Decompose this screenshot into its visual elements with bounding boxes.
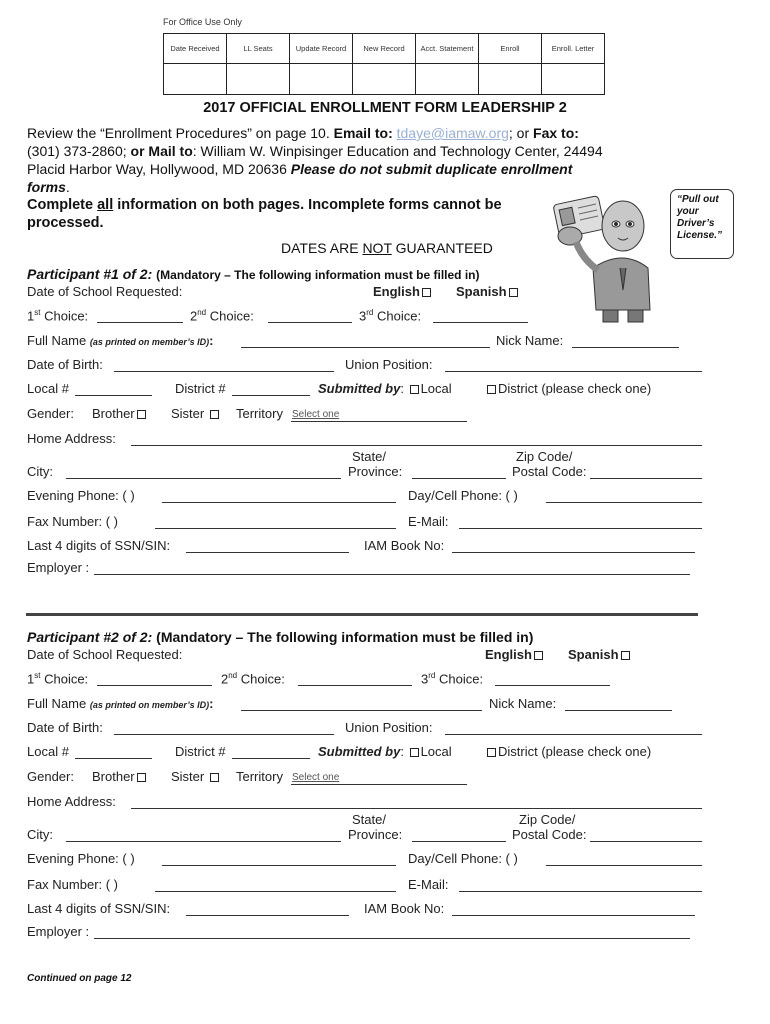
city-field[interactable] — [66, 478, 341, 479]
office-cell[interactable] — [416, 64, 479, 95]
zip-label: Zip Code/ — [519, 812, 576, 827]
employer-label: Employer : — [27, 560, 90, 575]
full-name-field[interactable] — [241, 347, 490, 348]
intro-line-1 — [27, 125, 579, 141]
brother-option: Brother — [92, 769, 148, 784]
daycell-phone-field[interactable] — [546, 865, 702, 866]
home-address-label: Home Address: — [27, 794, 116, 809]
province-label: Province: — [348, 464, 403, 479]
participant-1-title: Participant #1 of 2: — [27, 266, 153, 282]
choice-2-field[interactable] — [298, 685, 412, 686]
office-col-enroll-letter: Enroll. Letter — [542, 34, 605, 64]
office-col-update-record: Update Record — [290, 34, 353, 64]
union-position-label: Union Position: — [345, 720, 433, 735]
office-cell[interactable] — [479, 64, 542, 95]
choice-2-field[interactable] — [268, 322, 352, 323]
submitted-by: Submitted by: Local — [318, 744, 452, 759]
fax-number-field[interactable] — [155, 528, 396, 529]
spanish-label: Spanish — [456, 284, 507, 299]
intro-line-2 — [27, 143, 603, 159]
postal-label: Postal Code: — [512, 827, 587, 842]
choice-3-label: 3rd Choice: — [421, 671, 484, 687]
employer-field[interactable] — [94, 938, 690, 939]
english-checkbox[interactable] — [422, 288, 431, 297]
sister-checkbox[interactable] — [210, 410, 219, 419]
email-field[interactable] — [459, 891, 702, 892]
territory-label: Territory — [236, 769, 283, 784]
iam-book-label: IAM Book No: — [364, 901, 445, 916]
city-label: City: — [27, 464, 53, 479]
sister-checkbox[interactable] — [210, 773, 219, 782]
office-col-acct-statement: Acct. Statement — [416, 34, 479, 64]
dates-post: GUARANTEED — [395, 240, 493, 256]
office-cell[interactable] — [164, 64, 227, 95]
dob-field[interactable] — [114, 371, 334, 372]
nick-name-field[interactable] — [565, 710, 672, 711]
section-divider — [26, 613, 698, 616]
submitted-district-checkbox[interactable] — [487, 748, 496, 757]
employer-label: Employer : — [27, 924, 90, 939]
sister-option: Sister — [171, 769, 221, 784]
fax-number: (301) 373-2860; — [27, 143, 127, 159]
evening-phone-field[interactable] — [162, 865, 396, 866]
daycell-phone-field[interactable] — [546, 502, 702, 503]
choice-1-field[interactable] — [97, 322, 183, 323]
form-title: 2017 OFFICIAL ENROLLMENT FORM LEADERSHIP 2 — [203, 100, 567, 116]
iam-book-field[interactable] — [452, 915, 695, 916]
ssn-label: Last 4 digits of SSN/SIN: — [27, 901, 171, 916]
zip-field[interactable] — [590, 478, 702, 479]
english-checkbox[interactable] — [534, 651, 543, 660]
dob-label: Date of Birth: — [27, 357, 103, 372]
union-position-label: Union Position: — [345, 357, 433, 372]
territory-select-underline — [291, 421, 467, 422]
english-label: English — [373, 284, 420, 299]
fax-label: Fax to: — [533, 125, 579, 141]
choice-2-label: 2nd Choice: — [190, 308, 254, 324]
district-num-label: District # — [175, 381, 226, 396]
gender-label: Gender: — [27, 769, 74, 784]
period: . — [65, 179, 70, 195]
local-num-label: Local # — [27, 381, 69, 396]
dob-field[interactable] — [114, 734, 334, 735]
full-name-field[interactable] — [241, 710, 482, 711]
district-num-field[interactable] — [232, 395, 310, 396]
email-link[interactable]: tdaye@iamaw.org — [396, 125, 509, 141]
english-label: English — [485, 647, 532, 662]
participant-2-mandatory: (Mandatory – The following information must be filled in) — [156, 629, 534, 645]
choice-1-label: 1st Choice: — [27, 308, 89, 324]
email-label: E-Mail: — [408, 877, 449, 892]
warning-line-1 — [27, 197, 502, 213]
continued-note: Continued on page 12 — [27, 973, 132, 984]
postal-label: Postal Code: — [512, 464, 587, 479]
home-address-field[interactable] — [131, 445, 702, 446]
office-col-enroll: Enroll — [479, 34, 542, 64]
union-position-field[interactable] — [445, 734, 702, 735]
complete-word: Complete — [27, 197, 94, 213]
choice-1-label: 1st Choice: — [27, 671, 89, 687]
local-num-label: Local # — [27, 744, 69, 759]
english-option — [373, 284, 433, 299]
no-duplicate-note-end: forms — [27, 179, 66, 195]
address-end: Placid Harbor Way, Hollywood, MD 20636 — [27, 161, 287, 177]
city-field[interactable] — [66, 841, 341, 842]
submitted-local-checkbox[interactable] — [410, 748, 419, 757]
zip-field[interactable] — [590, 841, 702, 842]
nick-name-label: Nick Name: — [489, 696, 557, 711]
intro-line-4 — [27, 179, 70, 195]
ssn-field[interactable] — [186, 552, 349, 553]
ssn-field[interactable] — [186, 915, 349, 916]
city-label: City: — [27, 827, 53, 842]
sister-option: Sister — [171, 406, 221, 421]
daycell-phone-label: Day/Cell Phone: ( ) — [408, 488, 518, 503]
choice-3-field[interactable] — [433, 322, 528, 323]
ssn-label: Last 4 digits of SSN/SIN: — [27, 538, 171, 553]
home-address-label: Home Address: — [27, 431, 116, 446]
choice-3-field[interactable] — [495, 685, 610, 686]
submitted-district-option: District (please check one) — [485, 381, 651, 396]
email-field[interactable] — [459, 528, 702, 529]
spanish-option — [456, 284, 520, 299]
office-cell[interactable] — [227, 64, 290, 95]
gender-label: Gender: — [27, 406, 74, 421]
state-field[interactable] — [412, 841, 506, 842]
office-col-ll-seats: LL Seats — [227, 34, 290, 64]
mail-label: or Mail to — [130, 143, 193, 159]
or-text: ; or — [508, 125, 530, 141]
email-label: E-Mail: — [408, 514, 449, 529]
brother-checkbox[interactable] — [137, 773, 146, 782]
warning-line-2: processed. — [27, 215, 104, 231]
fax-number-label: Fax Number: ( ) — [27, 877, 119, 892]
office-cell[interactable] — [542, 64, 605, 95]
office-cell[interactable] — [353, 64, 416, 95]
full-name-label: Full Name (as printed on member’s ID): — [27, 333, 214, 348]
choice-2-label: 2nd Choice: — [221, 671, 285, 687]
local-num-field[interactable] — [75, 758, 152, 759]
district-num-field[interactable] — [232, 758, 310, 759]
territory-select[interactable]: Select one — [292, 409, 340, 420]
email-label: Email to: — [333, 125, 393, 141]
all-word: all — [97, 197, 114, 213]
submitted-district-checkbox[interactable] — [487, 385, 496, 394]
warning-rest: information on both pages. Incomplete forms cannot be — [117, 197, 502, 213]
state-label: State/ — [352, 449, 386, 464]
office-col-new-record: New Record — [353, 34, 416, 64]
spanish-option — [568, 647, 632, 662]
pull-out-license-callout: “Pull out your Driver’s License.” — [670, 189, 734, 259]
office-use-label: For Office Use Only — [163, 17, 242, 27]
participant-1-heading — [27, 266, 480, 282]
dates-pre: DATES ARE — [281, 240, 359, 256]
dates-not-guaranteed — [281, 240, 493, 256]
local-num-field[interactable] — [75, 395, 152, 396]
daycell-phone-label: Day/Cell Phone: ( ) — [408, 851, 518, 866]
submitted-by: Submitted by: Local — [318, 381, 452, 396]
office-col-date-received: Date Received — [164, 34, 227, 64]
address-start: : William W. Winpisinger Education and Technology Center, 24494 — [192, 143, 603, 159]
dates-not: NOT — [362, 240, 392, 256]
date-school-label: Date of School Requested: — [27, 647, 183, 662]
iam-book-field[interactable] — [452, 552, 695, 553]
no-duplicate-note: Please do not submit duplicate enrollment — [290, 161, 573, 177]
participant-2-heading — [27, 629, 533, 645]
evening-phone-label: Evening Phone: ( ) — [27, 851, 135, 866]
brother-checkbox[interactable] — [137, 410, 146, 419]
english-option — [485, 647, 545, 662]
iam-book-label: IAM Book No: — [364, 538, 445, 553]
review-text: Review the “Enrollment Procedures” on page 10. — [27, 125, 330, 141]
office-cell[interactable] — [290, 64, 353, 95]
fax-number-field[interactable] — [155, 891, 396, 892]
choice-1-field[interactable] — [97, 685, 212, 686]
territory-select[interactable]: Select one — [292, 772, 340, 783]
submitted-district-option: District (please check one) — [485, 744, 651, 759]
intro-line-3 — [27, 161, 572, 177]
spanish-checkbox[interactable] — [509, 288, 518, 297]
province-label: Province: — [348, 827, 403, 842]
evening-phone-field[interactable] — [162, 502, 396, 503]
participant-2-title: Participant #2 of 2: — [27, 629, 153, 645]
nick-name-field[interactable] — [572, 347, 679, 348]
territory-select-underline — [291, 784, 467, 785]
full-name-label: Full Name (as printed on member’s ID): — [27, 696, 214, 711]
dob-label: Date of Birth: — [27, 720, 103, 735]
district-num-label: District # — [175, 744, 226, 759]
spanish-label: Spanish — [568, 647, 619, 662]
evening-phone-label: Evening Phone: ( ) — [27, 488, 135, 503]
submitted-local-checkbox[interactable] — [410, 385, 419, 394]
participant-1-mandatory: (Mandatory – The following information must be filled in) — [156, 268, 480, 282]
office-use-table — [163, 33, 605, 95]
brother-option: Brother — [92, 406, 148, 421]
spanish-checkbox[interactable] — [621, 651, 630, 660]
home-address-field[interactable] — [131, 808, 702, 809]
choice-3-label: 3rd Choice: — [359, 308, 422, 324]
state-field[interactable] — [412, 478, 506, 479]
fax-number-label: Fax Number: ( ) — [27, 514, 119, 529]
union-position-field[interactable] — [445, 371, 702, 372]
person-holding-license-illustration — [548, 190, 663, 325]
territory-label: Territory — [236, 406, 283, 421]
employer-field[interactable] — [94, 574, 690, 575]
state-label: State/ — [352, 812, 386, 827]
date-school-label: Date of School Requested: — [27, 284, 183, 299]
zip-label: Zip Code/ — [516, 449, 573, 464]
nick-name-label: Nick Name: — [496, 333, 564, 348]
